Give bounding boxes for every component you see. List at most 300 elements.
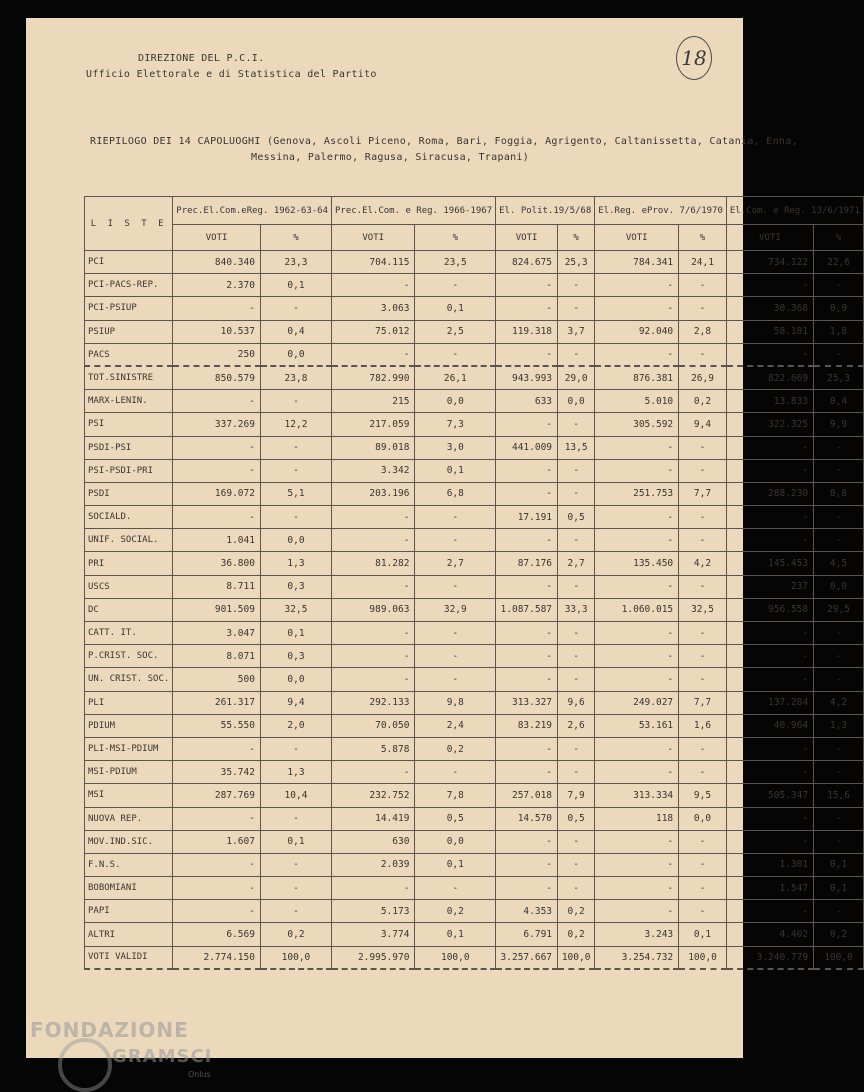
- percent-cell: 100,0: [415, 946, 496, 969]
- percent-cell: 1,6: [679, 714, 727, 737]
- percent-cell: -: [260, 877, 331, 900]
- votes-cell: 83.219: [496, 714, 558, 737]
- votes-cell: 261.317: [173, 691, 261, 714]
- percent-cell: -: [558, 853, 595, 876]
- votes-cell: 70.050: [332, 714, 415, 737]
- percent-cell: -: [558, 297, 595, 320]
- percent-cell: 6,8: [415, 482, 496, 505]
- percent-cell: -: [558, 645, 595, 668]
- votes-cell: 3.240.779: [726, 946, 813, 969]
- percent-cell: -: [415, 274, 496, 297]
- votes-cell: -: [726, 343, 813, 366]
- list-label: PSI: [85, 413, 173, 436]
- percent-cell: 0,1: [415, 853, 496, 876]
- percent-cell: 9,4: [679, 413, 727, 436]
- table-row: [85, 737, 864, 760]
- percent-cell: 0,2: [415, 737, 496, 760]
- percent-cell: -: [260, 807, 331, 830]
- percent-cell: -: [558, 529, 595, 552]
- percent-cell: 15,6: [814, 784, 864, 807]
- votes-cell: -: [496, 575, 558, 598]
- votes-cell: 1.087.587: [496, 598, 558, 621]
- sub-header-row: [85, 225, 864, 251]
- votes-cell: -: [173, 807, 261, 830]
- percent-cell: 2,5: [415, 320, 496, 343]
- percent-cell: -: [260, 297, 331, 320]
- percent-header: %: [260, 225, 331, 251]
- percent-cell: 9,5: [679, 784, 727, 807]
- percent-cell: 25,3: [814, 366, 864, 389]
- percent-cell: -: [814, 622, 864, 645]
- table-row: [85, 877, 864, 900]
- table-row: [85, 668, 864, 691]
- group-header: El. Polit.19/5/68: [496, 197, 595, 225]
- percent-cell: 1,8: [814, 320, 864, 343]
- percent-header: %: [558, 225, 595, 251]
- percent-cell: 32,9: [415, 598, 496, 621]
- percent-cell: 0,2: [558, 900, 595, 923]
- votes-cell: -: [595, 761, 679, 784]
- percent-cell: -: [558, 761, 595, 784]
- list-label: MSI-PDIUM: [85, 761, 173, 784]
- percent-cell: -: [260, 390, 331, 413]
- percent-cell: 7,3: [415, 413, 496, 436]
- percent-cell: -: [679, 575, 727, 598]
- votes-cell: -: [595, 668, 679, 691]
- percent-cell: 0,5: [558, 506, 595, 529]
- table-row: [85, 506, 864, 529]
- votes-cell: -: [496, 622, 558, 645]
- percent-cell: 29,5: [814, 598, 864, 621]
- votes-cell: -: [173, 390, 261, 413]
- list-label: PLI: [85, 691, 173, 714]
- percent-cell: 9,9: [814, 413, 864, 436]
- votes-cell: 14.419: [332, 807, 415, 830]
- table-row: [85, 761, 864, 784]
- list-label: PAPI: [85, 900, 173, 923]
- percent-cell: 0,0: [415, 390, 496, 413]
- votes-cell: -: [332, 274, 415, 297]
- votes-cell: -: [595, 737, 679, 760]
- percent-cell: -: [558, 622, 595, 645]
- votes-cell: 292.133: [332, 691, 415, 714]
- percent-cell: -: [558, 575, 595, 598]
- percent-cell: 2,8: [679, 320, 727, 343]
- percent-cell: 0,1: [814, 877, 864, 900]
- votes-cell: -: [173, 297, 261, 320]
- percent-cell: 7,7: [679, 482, 727, 505]
- list-label: PDIUM: [85, 714, 173, 737]
- percent-cell: 0,1: [679, 923, 727, 946]
- percent-cell: -: [260, 459, 331, 482]
- document-title-line-1: RIEPILOGO DEI 14 CAPOLUOGHI (Genova, Ascoli Piceno, Roma, Bari, Foggia, Agrigento, Caltanissetta, Catania, Enna,: [90, 136, 798, 147]
- percent-cell: 25,3: [558, 251, 595, 274]
- percent-cell: -: [814, 830, 864, 853]
- percent-cell: 7,7: [679, 691, 727, 714]
- percent-cell: 12,2: [260, 413, 331, 436]
- table-row: [85, 274, 864, 297]
- percent-cell: -: [558, 668, 595, 691]
- votes-cell: 505.347: [726, 784, 813, 807]
- votes-cell: -: [726, 274, 813, 297]
- table-body: [85, 251, 864, 970]
- percent-cell: 1,3: [260, 552, 331, 575]
- votes-cell: 305.592: [595, 413, 679, 436]
- percent-cell: -: [260, 900, 331, 923]
- votes-cell: 145.453: [726, 552, 813, 575]
- votes-cell: 782.990: [332, 366, 415, 389]
- percent-cell: -: [814, 761, 864, 784]
- percent-cell: 29,0: [558, 366, 595, 389]
- votes-cell: 2.774.150: [173, 946, 261, 969]
- list-label: PSI-PSDI-PRI: [85, 459, 173, 482]
- percent-cell: -: [679, 506, 727, 529]
- votes-cell: 135.450: [595, 552, 679, 575]
- list-label: VOTI VALIDI: [85, 946, 173, 969]
- votes-cell: -: [173, 737, 261, 760]
- percent-cell: 0,0: [558, 390, 595, 413]
- percent-cell: 100,0: [679, 946, 727, 969]
- votes-cell: -: [726, 900, 813, 923]
- votes-cell: -: [496, 343, 558, 366]
- foundation-watermark: [26, 1010, 216, 1090]
- voti-header: VOTI: [595, 225, 679, 251]
- list-label: DC: [85, 598, 173, 621]
- percent-cell: 26,9: [679, 366, 727, 389]
- votes-cell: 3.047: [173, 622, 261, 645]
- votes-cell: -: [332, 506, 415, 529]
- table-row: [85, 807, 864, 830]
- table-row: [85, 923, 864, 946]
- votes-cell: -: [332, 622, 415, 645]
- votes-cell: 4.353: [496, 900, 558, 923]
- percent-cell: 0,2: [558, 923, 595, 946]
- votes-cell: 288.230: [726, 482, 813, 505]
- percent-cell: -: [679, 297, 727, 320]
- percent-cell: 0,1: [260, 830, 331, 853]
- votes-cell: 2.039: [332, 853, 415, 876]
- votes-cell: -: [496, 482, 558, 505]
- votes-cell: -: [595, 900, 679, 923]
- votes-cell: -: [726, 506, 813, 529]
- votes-cell: 1.041: [173, 529, 261, 552]
- votes-cell: 876.381: [595, 366, 679, 389]
- percent-cell: -: [679, 529, 727, 552]
- votes-cell: 822.669: [726, 366, 813, 389]
- group-header: El.Reg. eProv. 7/6/1970: [595, 197, 727, 225]
- votes-cell: 3.254.732: [595, 946, 679, 969]
- votes-cell: 313.327: [496, 691, 558, 714]
- votes-cell: 734.122: [726, 251, 813, 274]
- table-row: [85, 552, 864, 575]
- percent-cell: 24,1: [679, 251, 727, 274]
- votes-cell: 40.964: [726, 714, 813, 737]
- table-row: [85, 784, 864, 807]
- votes-cell: -: [726, 830, 813, 853]
- votes-cell: 5.878: [332, 737, 415, 760]
- votes-cell: 55.550: [173, 714, 261, 737]
- list-label: PSIUP: [85, 320, 173, 343]
- votes-cell: 53.161: [595, 714, 679, 737]
- votes-cell: 87.176: [496, 552, 558, 575]
- percent-cell: 0,0: [679, 807, 727, 830]
- votes-cell: 203.196: [332, 482, 415, 505]
- percent-cell: 0,0: [260, 529, 331, 552]
- list-label: MOV.IND.SIC.: [85, 830, 173, 853]
- percent-cell: 0,1: [415, 923, 496, 946]
- votes-cell: -: [496, 830, 558, 853]
- votes-cell: -: [332, 645, 415, 668]
- percent-cell: 2,7: [558, 552, 595, 575]
- votes-cell: 35.742: [173, 761, 261, 784]
- votes-cell: -: [595, 274, 679, 297]
- percent-cell: 3,0: [415, 436, 496, 459]
- percent-cell: 0,5: [558, 807, 595, 830]
- votes-cell: 17.191: [496, 506, 558, 529]
- page-number-stamp: 18: [676, 36, 712, 80]
- votes-cell: 251.753: [595, 482, 679, 505]
- votes-cell: 313.334: [595, 784, 679, 807]
- table-row: [85, 482, 864, 505]
- header-line-1: DIREZIONE DEL P.C.I.: [138, 53, 265, 64]
- percent-cell: 0,2: [814, 923, 864, 946]
- table-row: [85, 251, 864, 274]
- votes-cell: -: [173, 436, 261, 459]
- percent-cell: 23,5: [415, 251, 496, 274]
- percent-cell: 0,0: [415, 830, 496, 853]
- votes-cell: -: [173, 900, 261, 923]
- percent-cell: 2,7: [415, 552, 496, 575]
- votes-cell: -: [496, 459, 558, 482]
- table-row: [85, 390, 864, 413]
- votes-cell: -: [595, 343, 679, 366]
- votes-cell: 81.282: [332, 552, 415, 575]
- votes-cell: -: [726, 529, 813, 552]
- percent-cell: 1,3: [814, 714, 864, 737]
- percent-cell: 23,3: [260, 251, 331, 274]
- list-label: MSI: [85, 784, 173, 807]
- votes-cell: 943.993: [496, 366, 558, 389]
- group-header: El.Com. e Reg. 13/6/1971: [726, 197, 863, 225]
- percent-cell: 2,4: [415, 714, 496, 737]
- votes-cell: -: [332, 529, 415, 552]
- percent-cell: 100,0: [260, 946, 331, 969]
- list-label: UNIF. SOCIAL.: [85, 529, 173, 552]
- list-label: PCI: [85, 251, 173, 274]
- percent-cell: 4,2: [679, 552, 727, 575]
- votes-cell: 784.341: [595, 251, 679, 274]
- percent-cell: 0,0: [260, 343, 331, 366]
- list-label: UN. CRIST. SOC.: [85, 668, 173, 691]
- votes-cell: -: [595, 645, 679, 668]
- percent-cell: 0,4: [814, 390, 864, 413]
- votes-cell: 337.269: [173, 413, 261, 436]
- votes-cell: 989.063: [332, 598, 415, 621]
- list-label: P.CRIST. SOC.: [85, 645, 173, 668]
- percent-cell: 7,9: [558, 784, 595, 807]
- table-row: [85, 320, 864, 343]
- table-row: [85, 366, 864, 389]
- votes-cell: 249.027: [595, 691, 679, 714]
- votes-cell: 633: [496, 390, 558, 413]
- votes-cell: -: [726, 807, 813, 830]
- votes-cell: -: [595, 297, 679, 320]
- votes-cell: -: [496, 761, 558, 784]
- percent-cell: -: [679, 459, 727, 482]
- election-results-table: [84, 196, 864, 970]
- percent-cell: 0,3: [260, 645, 331, 668]
- percent-cell: -: [260, 436, 331, 459]
- percent-cell: -: [415, 506, 496, 529]
- votes-cell: -: [726, 436, 813, 459]
- votes-cell: -: [726, 668, 813, 691]
- votes-cell: 322.325: [726, 413, 813, 436]
- votes-cell: 824.675: [496, 251, 558, 274]
- table-row: [85, 830, 864, 853]
- table-row: [85, 575, 864, 598]
- votes-cell: -: [496, 274, 558, 297]
- watermark-line-1: FONDAZIONE: [30, 1018, 189, 1042]
- percent-cell: 0,9: [814, 297, 864, 320]
- votes-cell: -: [496, 529, 558, 552]
- votes-cell: 237: [726, 575, 813, 598]
- percent-cell: 0,1: [260, 274, 331, 297]
- percent-cell: -: [679, 645, 727, 668]
- votes-cell: -: [332, 668, 415, 691]
- header-line-2: Ufficio Elettorale e di Statistica del Partito: [86, 69, 377, 80]
- percent-cell: 4,2: [814, 691, 864, 714]
- percent-cell: 32,5: [260, 598, 331, 621]
- votes-cell: 3.774: [332, 923, 415, 946]
- votes-cell: -: [726, 645, 813, 668]
- percent-cell: 0,5: [415, 807, 496, 830]
- votes-cell: -: [595, 459, 679, 482]
- votes-cell: -: [595, 830, 679, 853]
- percent-cell: 9,8: [415, 691, 496, 714]
- percent-cell: -: [558, 482, 595, 505]
- table-row: [85, 853, 864, 876]
- percent-cell: -: [679, 761, 727, 784]
- votes-cell: -: [496, 413, 558, 436]
- list-label: BOBOMIANI: [85, 877, 173, 900]
- votes-cell: 6.569: [173, 923, 261, 946]
- table-row: [85, 645, 864, 668]
- votes-cell: 92.040: [595, 320, 679, 343]
- percent-cell: -: [679, 436, 727, 459]
- votes-cell: -: [173, 877, 261, 900]
- votes-cell: 89.018: [332, 436, 415, 459]
- percent-cell: 33,3: [558, 598, 595, 621]
- table-row: [85, 714, 864, 737]
- percent-cell: -: [814, 807, 864, 830]
- percent-cell: -: [814, 506, 864, 529]
- percent-cell: 100,0: [558, 946, 595, 969]
- document-title-line-2: Messina, Palermo, Ragusa, Siracusa, Trapani): [251, 152, 530, 163]
- votes-cell: 14.570: [496, 807, 558, 830]
- percent-cell: 0,1: [814, 853, 864, 876]
- votes-cell: 901.509: [173, 598, 261, 621]
- percent-cell: 26,1: [415, 366, 496, 389]
- percent-cell: 8,8: [814, 482, 864, 505]
- table-row: [85, 900, 864, 923]
- votes-cell: 119.318: [496, 320, 558, 343]
- percent-cell: -: [814, 645, 864, 668]
- votes-cell: 257.018: [496, 784, 558, 807]
- votes-cell: -: [332, 575, 415, 598]
- percent-cell: -: [814, 668, 864, 691]
- percent-cell: 13,5: [558, 436, 595, 459]
- votes-cell: 2.370: [173, 274, 261, 297]
- table-row: [85, 691, 864, 714]
- votes-cell: 6.791: [496, 923, 558, 946]
- votes-cell: 840.340: [173, 251, 261, 274]
- list-label: PSDI-PSI: [85, 436, 173, 459]
- percent-cell: -: [415, 645, 496, 668]
- votes-cell: -: [173, 459, 261, 482]
- votes-cell: 287.769: [173, 784, 261, 807]
- percent-cell: -: [814, 274, 864, 297]
- list-label: ALTRI: [85, 923, 173, 946]
- table-row: [85, 946, 864, 969]
- percent-cell: -: [558, 737, 595, 760]
- percent-cell: -: [814, 529, 864, 552]
- votes-cell: -: [332, 877, 415, 900]
- votes-cell: 10.537: [173, 320, 261, 343]
- votes-cell: -: [595, 877, 679, 900]
- percent-cell: -: [558, 343, 595, 366]
- percent-cell: 0,1: [415, 297, 496, 320]
- votes-cell: -: [496, 668, 558, 691]
- votes-cell: 169.072: [173, 482, 261, 505]
- percent-cell: -: [558, 877, 595, 900]
- votes-cell: -: [595, 575, 679, 598]
- votes-cell: 13.833: [726, 390, 813, 413]
- percent-cell: -: [679, 830, 727, 853]
- votes-cell: -: [496, 853, 558, 876]
- votes-cell: 3.342: [332, 459, 415, 482]
- percent-cell: -: [415, 761, 496, 784]
- votes-cell: 250: [173, 343, 261, 366]
- list-label: PACS: [85, 343, 173, 366]
- votes-cell: -: [726, 622, 813, 645]
- votes-cell: 5.173: [332, 900, 415, 923]
- percent-cell: -: [415, 622, 496, 645]
- votes-cell: 1.607: [173, 830, 261, 853]
- percent-cell: -: [814, 459, 864, 482]
- group-header: Prec.El.Com. e Reg. 1966-1967: [332, 197, 496, 225]
- group-header: Prec.El.Com.eReg. 1962-63-64: [173, 197, 332, 225]
- percent-cell: 7,8: [415, 784, 496, 807]
- votes-cell: -: [496, 297, 558, 320]
- watermark-ring-icon: [58, 1038, 112, 1092]
- votes-cell: -: [726, 459, 813, 482]
- list-label: SOCIALD.: [85, 506, 173, 529]
- watermark-line-2: GRAMSCI: [112, 1046, 213, 1067]
- percent-cell: -: [415, 575, 496, 598]
- list-label: PSDI: [85, 482, 173, 505]
- percent-cell: 0,2: [260, 923, 331, 946]
- percent-cell: -: [679, 853, 727, 876]
- votes-cell: 704.115: [332, 251, 415, 274]
- votes-cell: 441.009: [496, 436, 558, 459]
- votes-cell: 58.181: [726, 320, 813, 343]
- percent-cell: 22,6: [814, 251, 864, 274]
- percent-header: %: [814, 225, 864, 251]
- percent-cell: 4,5: [814, 552, 864, 575]
- list-label: F.N.S.: [85, 853, 173, 876]
- votes-cell: -: [726, 761, 813, 784]
- percent-cell: 23,8: [260, 366, 331, 389]
